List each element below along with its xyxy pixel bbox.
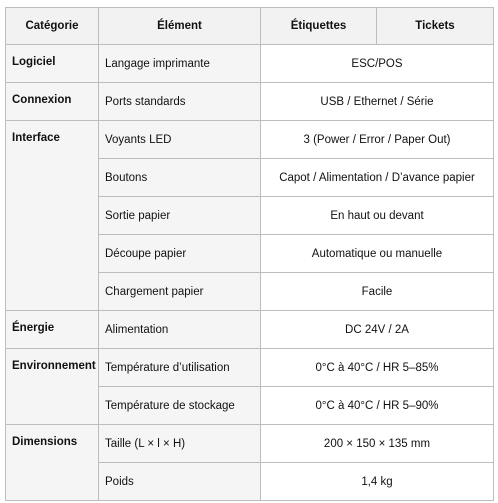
value-cell: 0°C à 40°C / HR 5–85% (261, 349, 494, 387)
element-cell: Ports standards (99, 83, 261, 121)
table-row (6, 349, 494, 387)
value-cell: ESC/POS (261, 45, 494, 83)
value-cell: 3 (Power / Error / Paper Out) (261, 121, 494, 159)
table-header (6, 8, 494, 45)
header-element: Élément (99, 8, 261, 45)
table-row (6, 83, 494, 121)
element-cell: Température d’utilisation (99, 349, 261, 387)
value-cell: DC 24V / 2A (261, 311, 494, 349)
value-cell: USB / Ethernet / Série (261, 83, 494, 121)
header-labels: Étiquettes (261, 8, 377, 45)
header-category: Catégorie (6, 8, 99, 45)
value-cell: Facile (261, 273, 494, 311)
value-cell: 200 × 150 × 135 mm (261, 425, 494, 463)
value-cell: En haut ou devant (261, 197, 494, 235)
element-cell: Poids (99, 463, 261, 501)
element-cell: Taille (L × l × H) (99, 425, 261, 463)
header-tickets: Tickets (377, 8, 494, 45)
table-row (6, 45, 494, 83)
value-cell: 1,4 kg (261, 463, 494, 501)
element-cell: Boutons (99, 159, 261, 197)
table-row (6, 121, 494, 159)
table-row (6, 425, 494, 463)
value-cell: 0°C à 40°C / HR 5–90% (261, 387, 494, 425)
element-cell: Chargement papier (99, 273, 261, 311)
category-cell: Énergie (6, 311, 99, 349)
category-cell: Dimensions (6, 425, 99, 501)
category-cell: Environnement (6, 349, 99, 425)
element-cell: Alimentation (99, 311, 261, 349)
category-cell: Interface (6, 121, 99, 311)
element-cell: Sortie papier (99, 197, 261, 235)
table-body (6, 45, 494, 501)
header-row (6, 8, 494, 45)
category-cell: Connexion (6, 83, 99, 121)
element-cell: Découpe papier (99, 235, 261, 273)
element-cell: Température de stockage (99, 387, 261, 425)
spec-table (5, 7, 494, 501)
value-cell: Automatique ou manuelle (261, 235, 494, 273)
element-cell: Voyants LED (99, 121, 261, 159)
category-cell: Logiciel (6, 45, 99, 83)
element-cell: Langage imprimante (99, 45, 261, 83)
value-cell: Capot / Alimentation / D’avance papier (261, 159, 494, 197)
table-row (6, 311, 494, 349)
